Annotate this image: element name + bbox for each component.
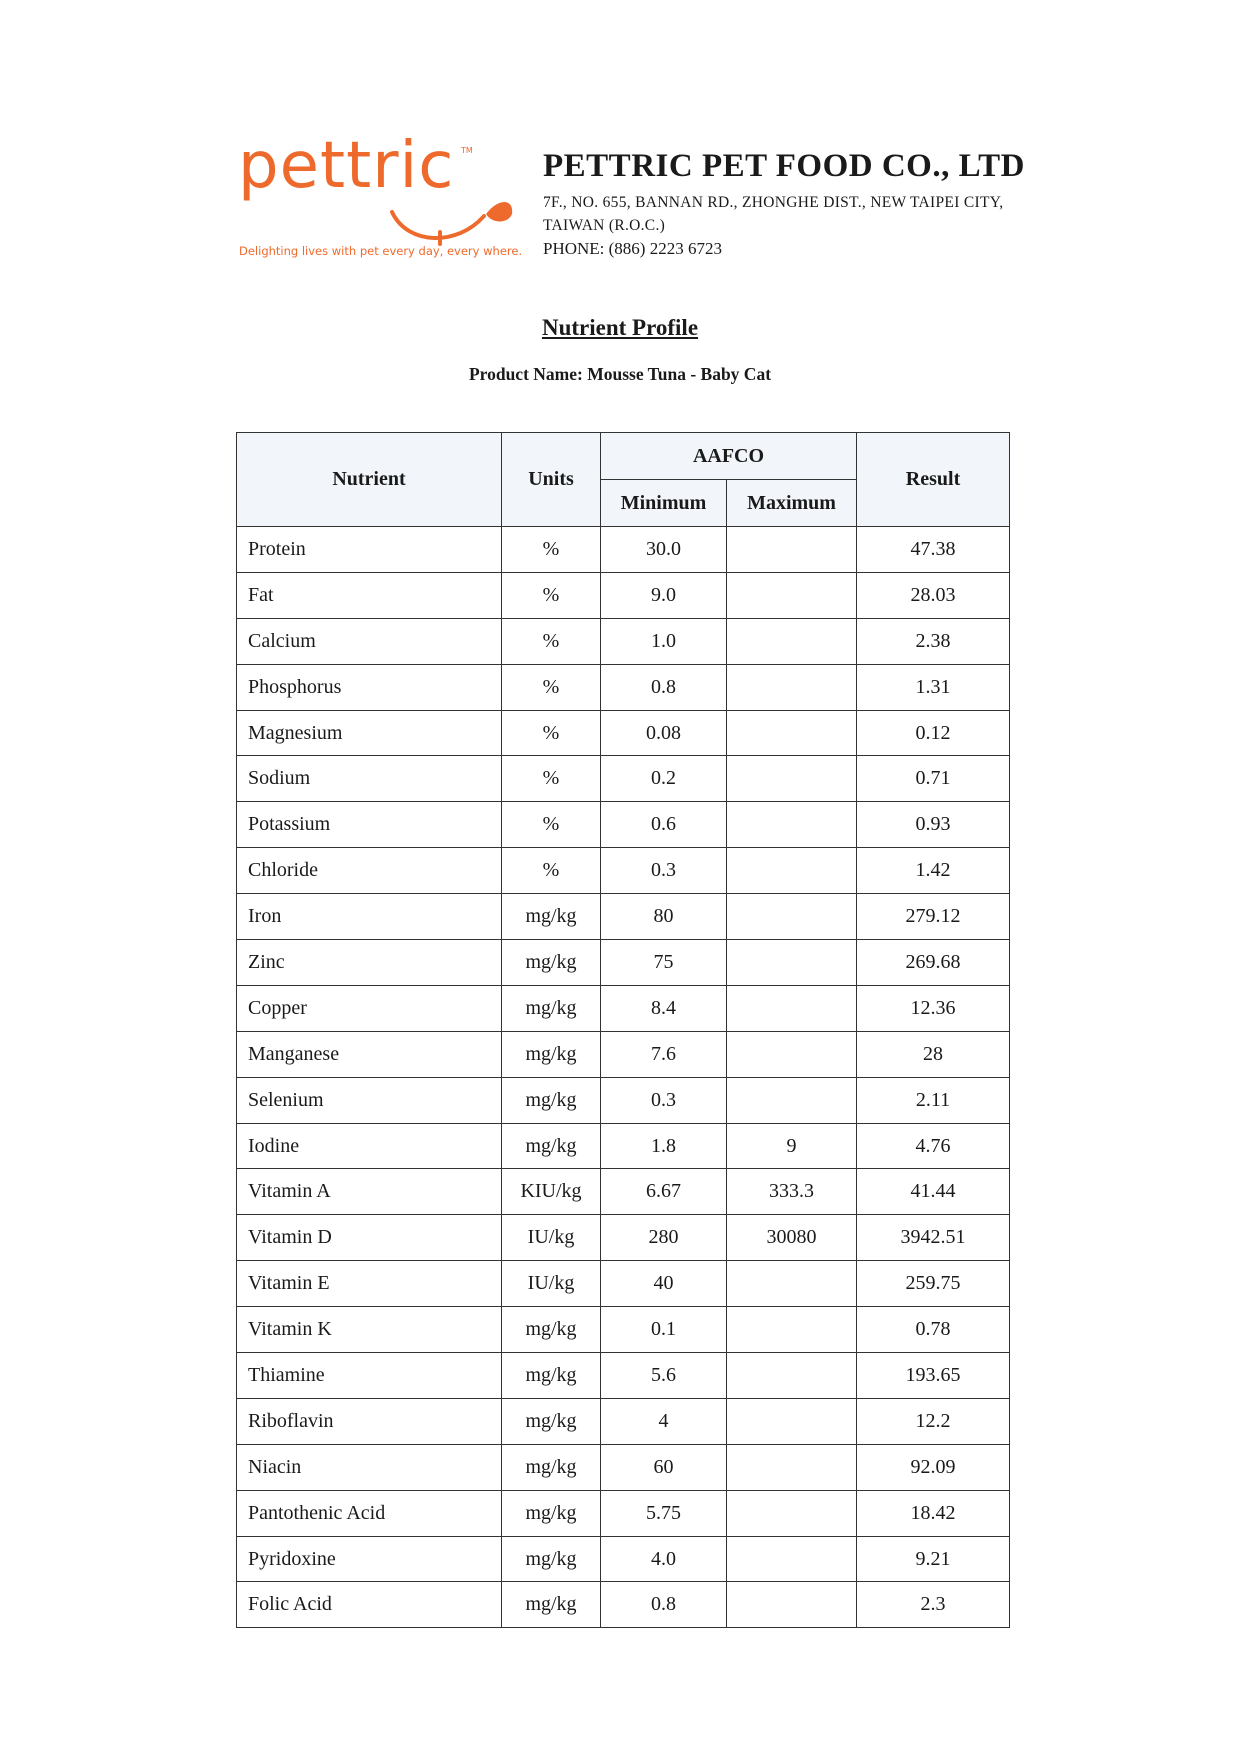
result-cell: 193.65 (857, 1353, 1010, 1399)
table-row (237, 802, 1010, 848)
nutrient-cell: Sodium (237, 756, 502, 802)
nutrient-cell: Magnesium (237, 710, 502, 756)
minimum-cell: 0.2 (601, 756, 727, 802)
minimum-cell: 6.67 (601, 1169, 727, 1215)
units-cell: mg/kg (502, 1307, 601, 1353)
minimum-cell: 9.0 (601, 572, 727, 618)
nutrient-table (236, 432, 1010, 1628)
maximum-cell (727, 1398, 857, 1444)
logo-tagline: Delighting lives with pet every day, every where. (239, 244, 523, 258)
header-aafco: AAFCO (601, 433, 857, 480)
table-row (237, 1490, 1010, 1536)
result-cell: 1.42 (857, 848, 1010, 894)
units-cell: % (502, 802, 601, 848)
header-minimum: Minimum (601, 480, 727, 527)
result-cell: 0.78 (857, 1307, 1010, 1353)
nutrient-cell: Zinc (237, 940, 502, 986)
minimum-cell: 8.4 (601, 985, 727, 1031)
minimum-cell: 5.6 (601, 1353, 727, 1399)
result-cell: 259.75 (857, 1261, 1010, 1307)
units-cell: mg/kg (502, 1582, 601, 1628)
units-cell: % (502, 848, 601, 894)
table-row (237, 1123, 1010, 1169)
table-row (237, 710, 1010, 756)
result-cell: 41.44 (857, 1169, 1010, 1215)
maximum-cell: 333.3 (727, 1169, 857, 1215)
maximum-cell (727, 940, 857, 986)
maximum-cell (727, 802, 857, 848)
table-row (237, 756, 1010, 802)
logo-swoosh-icon (388, 180, 518, 250)
minimum-cell: 7.6 (601, 1031, 727, 1077)
table-row (237, 664, 1010, 710)
maximum-cell (727, 756, 857, 802)
units-cell: mg/kg (502, 1353, 601, 1399)
table-row (237, 527, 1010, 573)
nutrient-table-body (237, 527, 1010, 1628)
units-cell: % (502, 664, 601, 710)
units-cell: % (502, 756, 601, 802)
units-cell: mg/kg (502, 894, 601, 940)
nutrient-cell: Phosphorus (237, 664, 502, 710)
result-cell: 4.76 (857, 1123, 1010, 1169)
minimum-cell: 30.0 (601, 527, 727, 573)
table-row (237, 1169, 1010, 1215)
maximum-cell (727, 527, 857, 573)
maximum-cell (727, 894, 857, 940)
maximum-cell: 30080 (727, 1215, 857, 1261)
result-cell: 92.09 (857, 1444, 1010, 1490)
nutrient-cell: Thiamine (237, 1353, 502, 1399)
table-row (237, 1215, 1010, 1261)
maximum-cell (727, 1353, 857, 1399)
nutrient-cell: Protein (237, 527, 502, 573)
result-cell: 279.12 (857, 894, 1010, 940)
units-cell: % (502, 710, 601, 756)
maximum-cell (727, 1444, 857, 1490)
nutrient-cell: Chloride (237, 848, 502, 894)
minimum-cell: 0.6 (601, 802, 727, 848)
nutrient-cell: Folic Acid (237, 1582, 502, 1628)
minimum-cell: 280 (601, 1215, 727, 1261)
minimum-cell: 0.1 (601, 1307, 727, 1353)
table-row (237, 1353, 1010, 1399)
header-result: Result (857, 433, 1010, 527)
table-row (237, 848, 1010, 894)
nutrient-cell: Manganese (237, 1031, 502, 1077)
units-cell: KIU/kg (502, 1169, 601, 1215)
minimum-cell: 40 (601, 1261, 727, 1307)
maximum-cell (727, 1031, 857, 1077)
minimum-cell: 60 (601, 1444, 727, 1490)
units-cell: mg/kg (502, 1077, 601, 1123)
units-cell: % (502, 618, 601, 664)
nutrient-cell: Fat (237, 572, 502, 618)
maximum-cell (727, 1490, 857, 1536)
result-cell: 0.93 (857, 802, 1010, 848)
units-cell: % (502, 527, 601, 573)
maximum-cell (727, 848, 857, 894)
logo-wordmark: pettric (238, 129, 455, 203)
nutrient-cell: Potassium (237, 802, 502, 848)
units-cell: mg/kg (502, 1031, 601, 1077)
maximum-cell (727, 1261, 857, 1307)
table-row (237, 985, 1010, 1031)
product-name: Product Name: Mousse Tuna - Baby Cat (468, 364, 772, 384)
minimum-cell: 0.08 (601, 710, 727, 756)
table-row (237, 1444, 1010, 1490)
header-nutrient: Nutrient (237, 433, 502, 527)
minimum-cell: 75 (601, 940, 727, 986)
maximum-cell (727, 985, 857, 1031)
minimum-cell: 1.8 (601, 1123, 727, 1169)
units-cell: IU/kg (502, 1215, 601, 1261)
company-phone: PHONE: (886) 2223 6723 (543, 239, 722, 258)
minimum-cell: 0.3 (601, 1077, 727, 1123)
table-row (237, 1077, 1010, 1123)
result-cell: 2.11 (857, 1077, 1010, 1123)
maximum-cell (727, 618, 857, 664)
result-cell: 0.71 (857, 756, 1010, 802)
nutrient-cell: Pantothenic Acid (237, 1490, 502, 1536)
nutrient-cell: Pyridoxine (237, 1536, 502, 1582)
maximum-cell (727, 664, 857, 710)
minimum-cell: 1.0 (601, 618, 727, 664)
nutrient-cell: Vitamin K (237, 1307, 502, 1353)
result-cell: 28 (857, 1031, 1010, 1077)
document-title: Nutrient Profile (541, 315, 699, 340)
header-maximum: Maximum (727, 480, 857, 527)
nutrient-cell: Vitamin A (237, 1169, 502, 1215)
table-row (237, 1307, 1010, 1353)
nutrient-cell: Niacin (237, 1444, 502, 1490)
result-cell: 1.31 (857, 664, 1010, 710)
nutrient-cell: Iodine (237, 1123, 502, 1169)
result-cell: 269.68 (857, 940, 1010, 986)
units-cell: % (502, 572, 601, 618)
table-row (237, 940, 1010, 986)
minimum-cell: 0.8 (601, 1582, 727, 1628)
units-cell: mg/kg (502, 1398, 601, 1444)
nutrient-cell: Copper (237, 985, 502, 1031)
company-name: PETTRIC PET FOOD CO., LTD (543, 148, 1025, 184)
nutrient-cell: Iron (237, 894, 502, 940)
nutrient-cell: Vitamin E (237, 1261, 502, 1307)
nutrient-cell: Selenium (237, 1077, 502, 1123)
table-row (237, 1031, 1010, 1077)
units-cell: mg/kg (502, 1536, 601, 1582)
maximum-cell (727, 572, 857, 618)
table-row (237, 618, 1010, 664)
nutrient-cell: Vitamin D (237, 1215, 502, 1261)
table-row (237, 1261, 1010, 1307)
minimum-cell: 0.8 (601, 664, 727, 710)
company-address-line2: TAIWAN (R.O.C.) (543, 217, 666, 234)
table-row (237, 1536, 1010, 1582)
units-cell: mg/kg (502, 985, 601, 1031)
maximum-cell (727, 1582, 857, 1628)
result-cell: 47.38 (857, 527, 1010, 573)
result-cell: 3942.51 (857, 1215, 1010, 1261)
units-cell: IU/kg (502, 1261, 601, 1307)
table-row (237, 1582, 1010, 1628)
units-cell: mg/kg (502, 940, 601, 986)
table-row (237, 1398, 1010, 1444)
nutrient-cell: Calcium (237, 618, 502, 664)
company-logo (238, 129, 523, 265)
header-units: Units (502, 433, 601, 527)
maximum-cell (727, 710, 857, 756)
maximum-cell (727, 1536, 857, 1582)
logo-trademark: TM (461, 146, 473, 155)
maximum-cell (727, 1077, 857, 1123)
minimum-cell: 4.0 (601, 1536, 727, 1582)
result-cell: 28.03 (857, 572, 1010, 618)
result-cell: 9.21 (857, 1536, 1010, 1582)
result-cell: 2.38 (857, 618, 1010, 664)
table-row (237, 572, 1010, 618)
units-cell: mg/kg (502, 1123, 601, 1169)
result-cell: 2.3 (857, 1582, 1010, 1628)
table-row (237, 894, 1010, 940)
company-address-line1: 7F., NO. 655, BANNAN RD., ZHONGHE DIST., NEW TAIPEI CITY, (543, 194, 1004, 211)
maximum-cell: 9 (727, 1123, 857, 1169)
result-cell: 12.36 (857, 985, 1010, 1031)
result-cell: 18.42 (857, 1490, 1010, 1536)
minimum-cell: 80 (601, 894, 727, 940)
result-cell: 0.12 (857, 710, 1010, 756)
company-header (543, 150, 1025, 261)
result-cell: 12.2 (857, 1398, 1010, 1444)
minimum-cell: 4 (601, 1398, 727, 1444)
maximum-cell (727, 1307, 857, 1353)
minimum-cell: 5.75 (601, 1490, 727, 1536)
minimum-cell: 0.3 (601, 848, 727, 894)
nutrient-cell: Riboflavin (237, 1398, 502, 1444)
units-cell: mg/kg (502, 1444, 601, 1490)
units-cell: mg/kg (502, 1490, 601, 1536)
